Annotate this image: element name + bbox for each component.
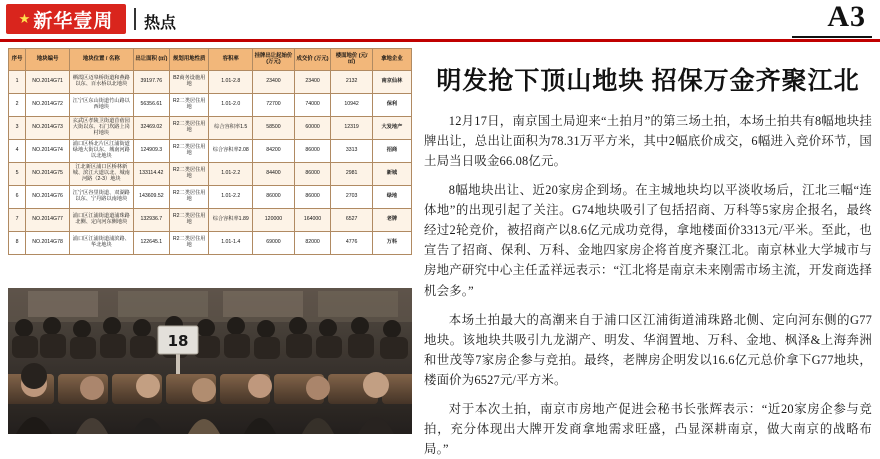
land-auction-table (8, 48, 412, 255)
cell-code: NO.2014G76 (26, 186, 70, 209)
cell-floor-price: 6527 (331, 209, 373, 232)
cell-no: 2 (9, 94, 26, 117)
cell-deal-price: 82000 (294, 232, 331, 255)
page-number: A3 (827, 0, 866, 33)
publication-logo (6, 4, 126, 34)
cell-winner: 万科 (372, 232, 411, 255)
th-deal-price: 成交价 (万元) (294, 49, 331, 71)
cell-area: 143609.52 (133, 186, 170, 209)
page-number-rule (792, 36, 872, 38)
cell-deal-price: 164000 (294, 209, 331, 232)
cell-winner: 南京仙林 (372, 71, 411, 94)
cell-ratio: 1.01-2.8 (209, 71, 253, 94)
cell-floor-price: 2981 (331, 163, 373, 186)
cell-floor-price: 12319 (331, 117, 373, 140)
cell-code: NO.2014G77 (26, 209, 70, 232)
th-floor-price: 楼面地价 (元/㎡) (331, 49, 373, 71)
cell-plan: R2二类居住用地 (170, 94, 209, 117)
cell-no: 5 (9, 163, 26, 186)
cell-no: 7 (9, 209, 26, 232)
article-paragraph: 对于本次土拍，南京市房地产促进会秘书长张辉表示：“近20家房企参与竞拍，充分体现出大牌开发商拿地需求旺盛，凸显深耕南京，做大南京的战略布局。” (424, 401, 872, 457)
cell-plan: R2二类居住用地 (170, 232, 209, 255)
cell-area: 32469.02 (133, 117, 170, 140)
cell-ratio: 综合容积率1.5 (209, 117, 253, 140)
article-body (424, 111, 872, 459)
cell-area: 56356.61 (133, 94, 170, 117)
cell-start-price: 58500 (253, 117, 295, 140)
photo-graphic (8, 288, 412, 434)
cell-start-price: 86000 (253, 186, 295, 209)
th-ratio: 容积率 (209, 49, 253, 71)
cell-start-price: 23400 (253, 71, 295, 94)
th-plan: 规划用地性质 (170, 49, 209, 71)
auction-hall-photo (8, 288, 412, 434)
cell-no: 3 (9, 117, 26, 140)
cell-start-price: 72700 (253, 94, 295, 117)
table-row (9, 209, 412, 232)
cell-floor-price: 2703 (331, 186, 373, 209)
cell-ratio: 综合容积率1.89 (209, 209, 253, 232)
cell-winner: 招商 (372, 140, 411, 163)
cell-no: 4 (9, 140, 26, 163)
cell-code: NO.2014G78 (26, 232, 70, 255)
cell-start-price: 84400 (253, 163, 295, 186)
masthead-divider (134, 8, 136, 30)
cell-winner: 老牌 (372, 209, 411, 232)
cell-no: 8 (9, 232, 26, 255)
cell-area: 39197.76 (133, 71, 170, 94)
cell-ratio: 1.01-2.2 (209, 163, 253, 186)
cell-plan: R2二类居住用地 (170, 117, 209, 140)
cell-floor-price: 2132 (331, 71, 373, 94)
table-row (9, 117, 412, 140)
cell-location: 江宁区东山街道竹山路以西地块 (70, 94, 134, 117)
article-column (424, 50, 872, 457)
cell-ratio: 1.01-2.0 (209, 94, 253, 117)
cell-deal-price: 23400 (294, 71, 331, 94)
cell-floor-price: 10942 (331, 94, 373, 117)
cell-area: 124909.3 (133, 140, 170, 163)
th-location: 地块位置 / 名称 (70, 49, 134, 71)
cell-plan: R2二类居住用地 (170, 163, 209, 186)
cell-deal-price: 86000 (294, 140, 331, 163)
th-no: 序号 (9, 49, 26, 71)
th-area: 出让面积 (㎡) (133, 49, 170, 71)
table-row (9, 232, 412, 255)
table-header-row (9, 49, 412, 71)
cell-plan: B2商务设施用地 (170, 71, 209, 94)
cell-area: 133114.42 (133, 163, 170, 186)
article-paragraph: 本场土拍最大的高潮来自于浦口区江浦街道浦珠路北侧、定向河东侧的G77地块。该地块共吸引九龙湖产、明发、华润置地、万科、金地、枫泽&上海奔洲和世茂等7家房企参与竞拍。最终，老牌房企明发以16.6亿元总价拿下G77地块，楼面价为6527元/平方米。 (424, 312, 872, 387)
cell-no: 1 (9, 71, 26, 94)
cell-plan: R2二类居住用地 (170, 140, 209, 163)
cell-start-price: 84200 (253, 140, 295, 163)
cell-code: NO.2014G71 (26, 71, 70, 94)
cell-area: 122645.1 (133, 232, 170, 255)
star-icon: ★ (18, 11, 32, 27)
cell-floor-price: 4776 (331, 232, 373, 255)
cell-winner: 绿地 (372, 186, 411, 209)
cell-winner: 保利 (372, 94, 411, 117)
cell-start-price: 120000 (253, 209, 295, 232)
cell-code: NO.2014G73 (26, 117, 70, 140)
masthead (0, 0, 880, 42)
article-paragraph: 12月17日，南京国土局迎来“土拍月”的第三场土拍，本场土拍共有8幅地块挂牌出让，总出让面积为78.31万平方米，其中2幅底价成交，6幅进入竞价环节，国土局当日吸金66.08亿元。 (424, 113, 872, 168)
left-column (8, 48, 412, 434)
article-paragraph: 8幅地块出让、近20家房企到场。在主城地块均以平淡收场后，江北三幅“连体地”的出现引起了关注。G74地块吸引了包括招商、万科等5家房企报名，最终经过2轮竞价，被招商឵产以8.6亿元成功竞得，拿地楼面价3313元/平米。至此，也宣告了招商、保利、万科、金地四家房企将首度齐聚江北。南京林业大学城市与房地产研究中心主任孟祥远表示：“江北将是南京未来刚需市场主流，开发商选择机会多。” (424, 183, 872, 298)
cell-code: NO.2014G74 (26, 140, 70, 163)
table-body (9, 71, 412, 255)
svg-text:18: 18 (167, 332, 189, 350)
cell-code: NO.2014G75 (26, 163, 70, 186)
logo-text: 新华壹周 (33, 9, 114, 32)
cell-floor-price: 3313 (331, 140, 373, 163)
cell-location: 浦口区江浦街道道浦珠路北侧、定向河东侧地块 (70, 209, 134, 232)
table-row (9, 71, 412, 94)
cell-deal-price: 60000 (294, 117, 331, 140)
table-row (9, 94, 412, 117)
cell-location: 浦口区江浦街道浦滨路、华北地块 (70, 232, 134, 255)
cell-deal-price: 74000 (294, 94, 331, 117)
cell-deal-price: 86000 (294, 163, 331, 186)
cell-location: 玄武区孝陵卫街道苜蓿园大街以东、石门坎路上岗村地块 (70, 117, 134, 140)
th-code: 地块编号 (26, 49, 70, 71)
cell-location: 江宁区谷里街道、双湖路以东、宁丹路以南地块 (70, 186, 134, 209)
cell-winner: 新城 (372, 163, 411, 186)
cell-start-price: 69000 (253, 232, 295, 255)
cell-plan: R2二类居住用地 (170, 186, 209, 209)
cell-deal-price: 86000 (294, 186, 331, 209)
cell-winner: 大发地产 (372, 117, 411, 140)
page-title: 明发抢下顶山地块 招保万金齐聚江北 (436, 67, 860, 95)
cell-plan: R2二类居住用地 (170, 209, 209, 232)
cell-location: 浦口区桥北片区江浦街道绿地大街以东、城南河路以北地块 (70, 140, 134, 163)
th-winner: 拿地企业 (372, 49, 411, 71)
section-label: 热点 (144, 15, 177, 32)
cell-location: 江北新区浦口区桥林新城、滨江大道以北、城南河路（2-3）地块 (70, 163, 134, 186)
cell-area: 132936.7 (133, 209, 170, 232)
cell-ratio: 1.01-2.2 (209, 186, 253, 209)
table-row (9, 140, 412, 163)
cell-ratio: 综合容积率2.08 (209, 140, 253, 163)
cell-ratio: 1.01-1.4 (209, 232, 253, 255)
cell-code: NO.2014G72 (26, 94, 70, 117)
table-row (9, 163, 412, 186)
cell-location: 栖霞区迈皋桥街道和燕路以东、百水桥以北地块 (70, 71, 134, 94)
cell-no: 6 (9, 186, 26, 209)
th-start-price: 挂牌出让起始价 (万元) (253, 49, 295, 71)
table-row (9, 186, 412, 209)
